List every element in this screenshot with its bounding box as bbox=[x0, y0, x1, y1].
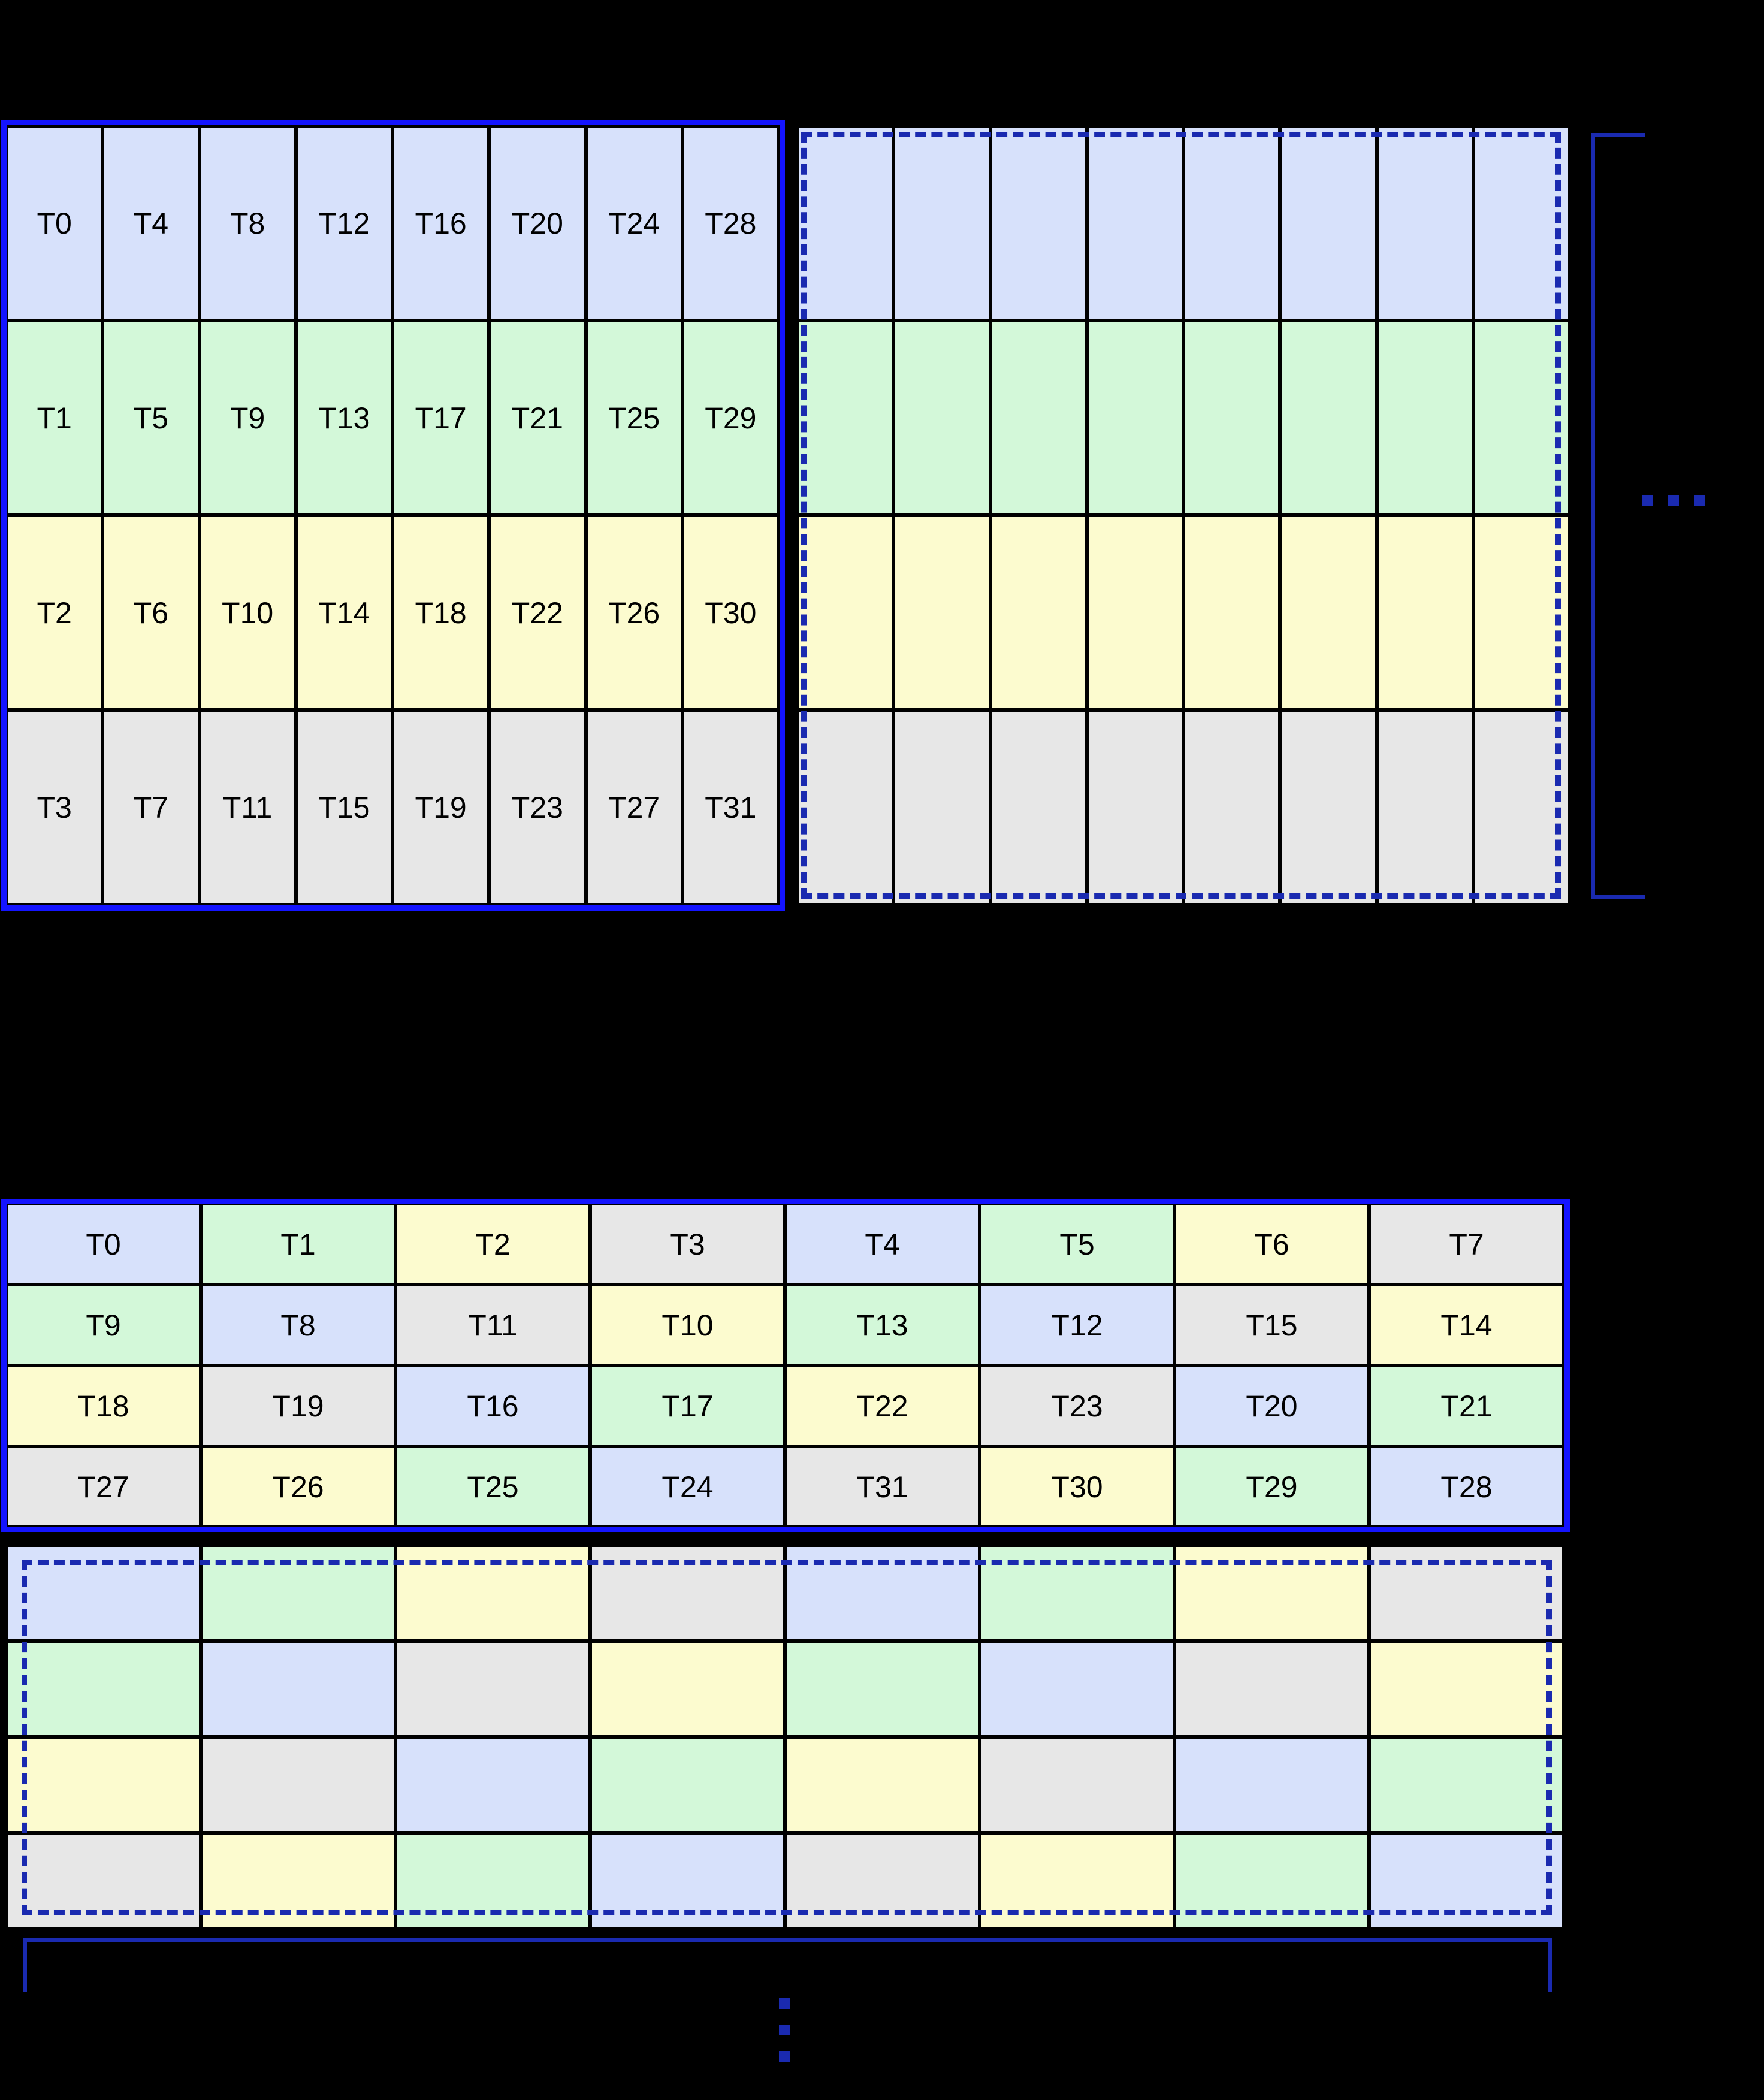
top-left-cell-r1-c1: T5 bbox=[102, 321, 199, 515]
top-left-cell-r3-c2: T11 bbox=[200, 710, 296, 905]
bottom-top-cell-r2-c3: T17 bbox=[590, 1365, 785, 1446]
bottom-lower-thread-grid bbox=[6, 1545, 1564, 1929]
top-right-cell-r0-c0 bbox=[797, 126, 893, 321]
dot-1 bbox=[779, 1998, 790, 2009]
top-left-cell-r1-c4: T17 bbox=[392, 321, 489, 515]
top-continuation-dots bbox=[1642, 495, 1705, 506]
top-left-cell-r0-c2: T8 bbox=[200, 126, 296, 321]
bottom-top-cell-r0-c0: T0 bbox=[6, 1204, 201, 1285]
bottom-bottom-cell-r2-c4 bbox=[785, 1737, 980, 1833]
top-right-cell-r2-c5 bbox=[1280, 515, 1376, 710]
bottom-top-cell-r1-c5: T12 bbox=[980, 1285, 1174, 1365]
bottom-bottom-cell-r2-c1 bbox=[201, 1737, 395, 1833]
top-left-cell-r2-c4: T18 bbox=[392, 515, 489, 710]
bottom-top-cell-r0-c7: T7 bbox=[1369, 1204, 1564, 1285]
top-left-cell-r3-c3: T15 bbox=[296, 710, 392, 905]
top-left-thread-grid bbox=[6, 126, 779, 905]
bottom-bottom-cell-r2-c5 bbox=[980, 1737, 1174, 1833]
bottom-continuation-dots bbox=[779, 1998, 790, 2062]
top-left-cell-r2-c7: T30 bbox=[682, 515, 779, 710]
bottom-bottom-cell-r3-c3 bbox=[590, 1833, 785, 1929]
bottom-top-cell-r0-c1: T1 bbox=[201, 1204, 395, 1285]
bottom-top-cell-r2-c5: T23 bbox=[980, 1365, 1174, 1446]
bottom-bottom-cell-r0-c1 bbox=[201, 1545, 395, 1641]
bottom-top-cell-r1-c1: T8 bbox=[201, 1285, 395, 1365]
top-right-thread-grid bbox=[797, 126, 1570, 905]
top-left-cell-r1-c6: T25 bbox=[586, 321, 682, 515]
top-left-cell-r3-c7: T31 bbox=[682, 710, 779, 905]
bottom-bottom-cell-r3-c1 bbox=[201, 1833, 395, 1929]
top-right-cell-r0-c3 bbox=[1087, 126, 1183, 321]
dot-2 bbox=[1668, 495, 1679, 506]
top-right-cell-r3-c1 bbox=[893, 710, 990, 905]
top-right-cell-r1-c7 bbox=[1473, 321, 1570, 515]
bottom-bottom-cell-r0-c7 bbox=[1369, 1545, 1564, 1641]
top-right-cell-r2-c0 bbox=[797, 515, 893, 710]
bottom-top-cell-r3-c6: T29 bbox=[1174, 1446, 1369, 1527]
bottom-bottom-cell-r3-c7 bbox=[1369, 1833, 1564, 1929]
bottom-top-cell-r0-c2: T2 bbox=[395, 1204, 590, 1285]
top-left-cell-r3-c0: T3 bbox=[6, 710, 102, 905]
bottom-bottom-cell-r2-c6 bbox=[1174, 1737, 1369, 1833]
bottom-bottom-cell-r1-c2 bbox=[395, 1641, 590, 1737]
top-right-cell-r2-c1 bbox=[893, 515, 990, 710]
bottom-top-cell-r1-c3: T10 bbox=[590, 1285, 785, 1365]
top-left-cell-r0-c3: T12 bbox=[296, 126, 392, 321]
bottom-top-cell-r0-c3: T3 bbox=[590, 1204, 785, 1285]
bottom-top-cell-r3-c3: T24 bbox=[590, 1446, 785, 1527]
top-right-cell-r3-c0 bbox=[797, 710, 893, 905]
top-right-cell-r0-c7 bbox=[1473, 126, 1570, 321]
top-thread-layout-diagram bbox=[0, 117, 1618, 926]
bottom-bottom-cell-r3-c2 bbox=[395, 1833, 590, 1929]
bottom-top-cell-r2-c7: T21 bbox=[1369, 1365, 1564, 1446]
bottom-bottom-cell-r3-c6 bbox=[1174, 1833, 1369, 1929]
top-left-cell-r0-c0: T0 bbox=[6, 126, 102, 321]
dot-1 bbox=[1642, 495, 1653, 506]
bottom-top-cell-r1-c4: T13 bbox=[785, 1285, 980, 1365]
top-left-cell-r1-c0: T1 bbox=[6, 321, 102, 515]
bottom-top-cell-r3-c7: T28 bbox=[1369, 1446, 1564, 1527]
bottom-top-cell-r3-c4: T31 bbox=[785, 1446, 980, 1527]
bottom-bottom-cell-r3-c5 bbox=[980, 1833, 1174, 1929]
top-left-cell-r2-c6: T26 bbox=[586, 515, 682, 710]
bottom-bottom-cell-r1-c5 bbox=[980, 1641, 1174, 1737]
top-right-cell-r0-c6 bbox=[1377, 126, 1473, 321]
bottom-thread-layout-diagram bbox=[0, 1195, 1618, 2100]
bottom-bottom-cell-r3-c0 bbox=[6, 1833, 201, 1929]
bottom-top-cell-r2-c4: T22 bbox=[785, 1365, 980, 1446]
top-right-cell-r3-c7 bbox=[1473, 710, 1570, 905]
top-left-cell-r0-c7: T28 bbox=[682, 126, 779, 321]
bottom-top-cell-r3-c5: T30 bbox=[980, 1446, 1174, 1527]
bottom-bottom-cell-r1-c0 bbox=[6, 1641, 201, 1737]
top-right-cell-r1-c2 bbox=[990, 321, 1087, 515]
top-right-cell-r0-c5 bbox=[1280, 126, 1376, 321]
bottom-bottom-cell-r0-c4 bbox=[785, 1545, 980, 1641]
bottom-bottom-cell-r1-c1 bbox=[201, 1641, 395, 1737]
dot-2 bbox=[779, 2025, 790, 2035]
bottom-bottom-cell-r2-c0 bbox=[6, 1737, 201, 1833]
top-right-cell-r0-c1 bbox=[893, 126, 990, 321]
bottom-top-cell-r2-c0: T18 bbox=[6, 1365, 201, 1446]
top-left-cell-r3-c1: T7 bbox=[102, 710, 199, 905]
bottom-bottom-cell-r0-c2 bbox=[395, 1545, 590, 1641]
top-right-cell-r3-c6 bbox=[1377, 710, 1473, 905]
top-right-cell-r2-c3 bbox=[1087, 515, 1183, 710]
top-right-cell-r2-c7 bbox=[1473, 515, 1570, 710]
bottom-bottom-cell-r2-c2 bbox=[395, 1737, 590, 1833]
bottom-bottom-cell-r2-c3 bbox=[590, 1737, 785, 1833]
top-left-cell-r2-c1: T6 bbox=[102, 515, 199, 710]
top-right-cell-r0-c4 bbox=[1183, 126, 1280, 321]
top-right-cell-r0-c2 bbox=[990, 126, 1087, 321]
top-right-cell-r1-c4 bbox=[1183, 321, 1280, 515]
bottom-top-cell-r0-c5: T5 bbox=[980, 1204, 1174, 1285]
top-right-cell-r1-c5 bbox=[1280, 321, 1376, 515]
bottom-top-cell-r1-c0: T9 bbox=[6, 1285, 201, 1365]
dot-3 bbox=[779, 2051, 790, 2062]
bottom-top-cell-r1-c6: T15 bbox=[1174, 1285, 1369, 1365]
bottom-upper-thread-grid bbox=[6, 1204, 1564, 1527]
top-left-cell-r1-c7: T29 bbox=[682, 321, 779, 515]
bottom-bottom-cell-r0-c6 bbox=[1174, 1545, 1369, 1641]
bottom-bottom-cell-r1-c7 bbox=[1369, 1641, 1564, 1737]
bottom-top-cell-r0-c6: T6 bbox=[1174, 1204, 1369, 1285]
bottom-top-cell-r1-c2: T11 bbox=[395, 1285, 590, 1365]
bottom-top-cell-r3-c2: T25 bbox=[395, 1446, 590, 1527]
bottom-continuation-bracket bbox=[23, 1938, 1552, 1992]
top-continuation-bracket bbox=[1591, 133, 1645, 899]
top-right-cell-r3-c5 bbox=[1280, 710, 1376, 905]
top-right-cell-r3-c3 bbox=[1087, 710, 1183, 905]
bottom-top-cell-r2-c2: T16 bbox=[395, 1365, 590, 1446]
bottom-bottom-cell-r1-c3 bbox=[590, 1641, 785, 1737]
top-right-cell-r2-c2 bbox=[990, 515, 1087, 710]
top-left-cell-r0-c6: T24 bbox=[586, 126, 682, 321]
bottom-bottom-cell-r1-c6 bbox=[1174, 1641, 1369, 1737]
top-right-cell-r2-c6 bbox=[1377, 515, 1473, 710]
top-right-cell-r3-c2 bbox=[990, 710, 1087, 905]
top-right-cell-r1-c6 bbox=[1377, 321, 1473, 515]
bottom-bottom-cell-r0-c5 bbox=[980, 1545, 1174, 1641]
bottom-top-cell-r2-c6: T20 bbox=[1174, 1365, 1369, 1446]
bottom-bottom-cell-r3-c4 bbox=[785, 1833, 980, 1929]
top-left-cell-r0-c5: T20 bbox=[489, 126, 585, 321]
top-left-cell-r3-c5: T23 bbox=[489, 710, 585, 905]
bottom-top-cell-r0-c4: T4 bbox=[785, 1204, 980, 1285]
top-left-cell-r1-c3: T13 bbox=[296, 321, 392, 515]
bottom-bottom-cell-r1-c4 bbox=[785, 1641, 980, 1737]
dot-3 bbox=[1694, 495, 1705, 506]
bottom-bottom-cell-r0-c0 bbox=[6, 1545, 201, 1641]
top-right-cell-r1-c0 bbox=[797, 321, 893, 515]
bottom-top-cell-r2-c1: T19 bbox=[201, 1365, 395, 1446]
bottom-top-cell-r3-c0: T27 bbox=[6, 1446, 201, 1527]
top-right-cell-r2-c4 bbox=[1183, 515, 1280, 710]
top-left-cell-r2-c0: T2 bbox=[6, 515, 102, 710]
top-left-cell-r2-c2: T10 bbox=[200, 515, 296, 710]
top-left-cell-r3-c4: T19 bbox=[392, 710, 489, 905]
top-left-cell-r2-c5: T22 bbox=[489, 515, 585, 710]
top-left-cell-r1-c5: T21 bbox=[489, 321, 585, 515]
bottom-bottom-cell-r0-c3 bbox=[590, 1545, 785, 1641]
bottom-bottom-cell-r2-c7 bbox=[1369, 1737, 1564, 1833]
top-left-cell-r2-c3: T14 bbox=[296, 515, 392, 710]
top-left-cell-r0-c4: T16 bbox=[392, 126, 489, 321]
top-left-cell-r1-c2: T9 bbox=[200, 321, 296, 515]
top-left-cell-r3-c6: T27 bbox=[586, 710, 682, 905]
top-right-cell-r3-c4 bbox=[1183, 710, 1280, 905]
top-left-cell-r0-c1: T4 bbox=[102, 126, 199, 321]
bottom-top-cell-r1-c7: T14 bbox=[1369, 1285, 1564, 1365]
top-right-cell-r1-c1 bbox=[893, 321, 990, 515]
top-right-cell-r1-c3 bbox=[1087, 321, 1183, 515]
bottom-top-cell-r3-c1: T26 bbox=[201, 1446, 395, 1527]
